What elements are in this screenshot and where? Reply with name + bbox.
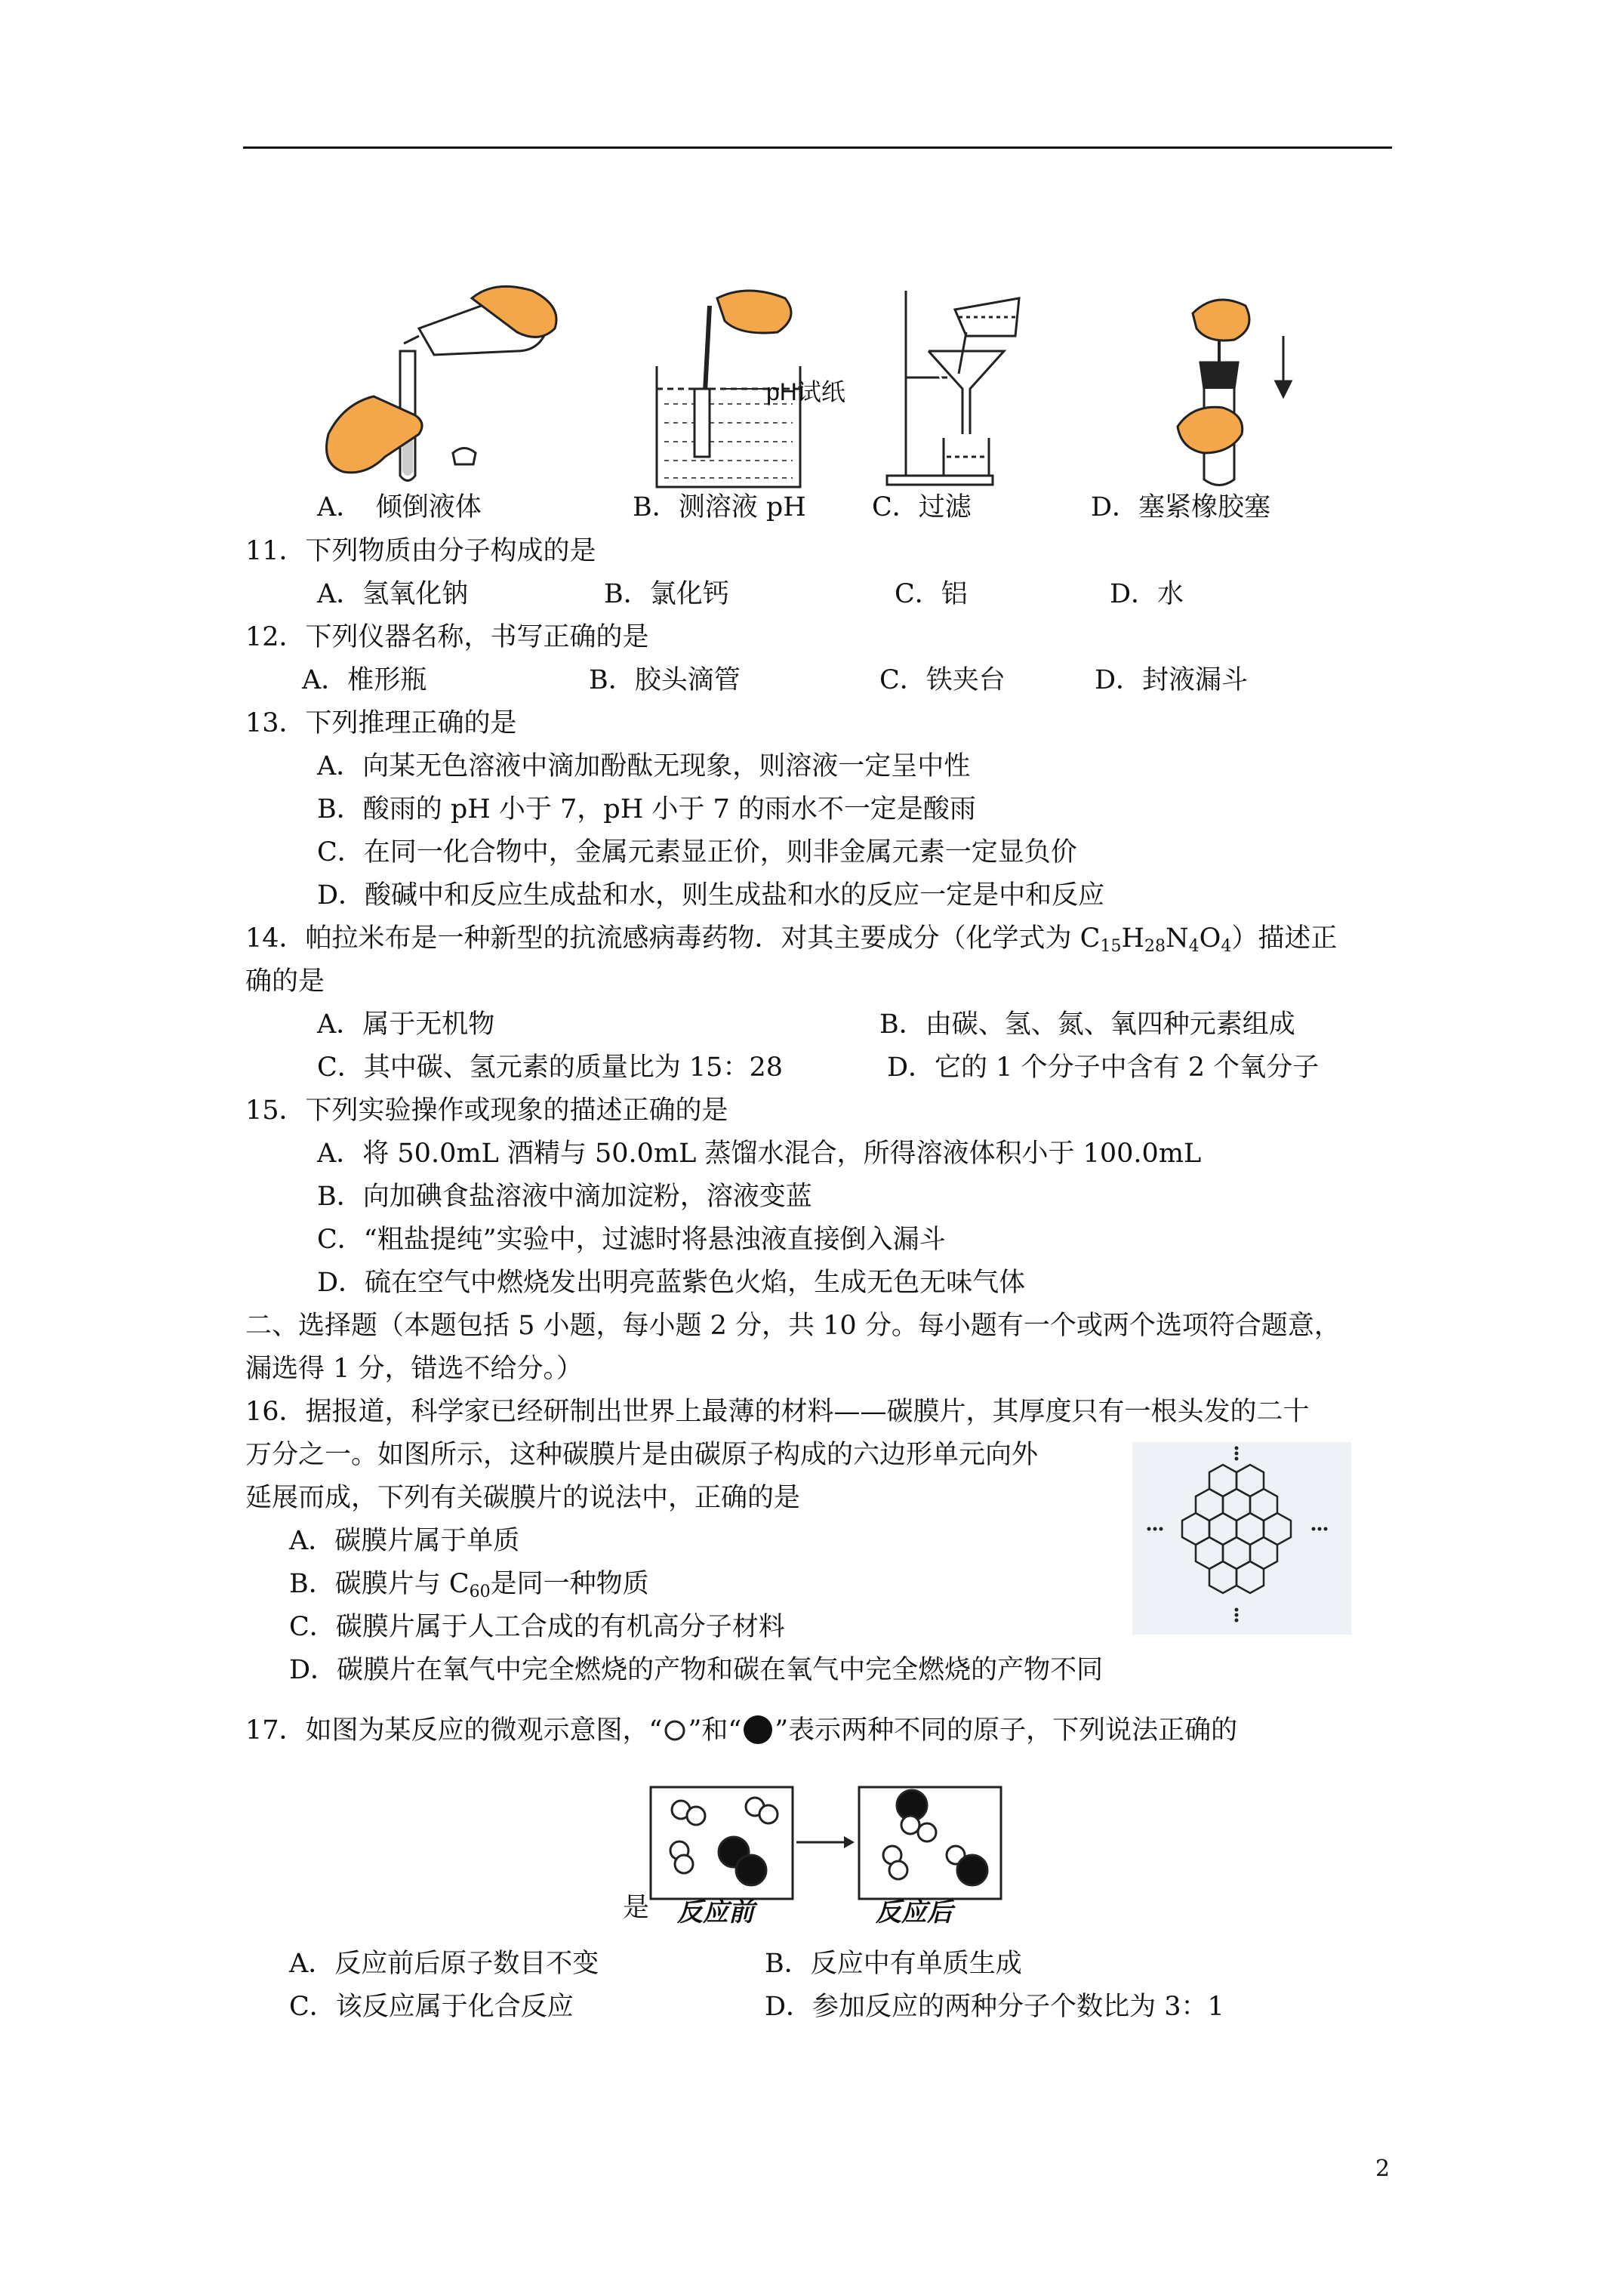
white-atom-icon xyxy=(662,1718,688,1743)
question-14-stem: 14．帕拉米布是一种新型的抗流感病毒药物．对其主要成分（化学式为 $C_{15}H_{28}N_4O_4$）描述正 xyxy=(245,923,1338,956)
question-13-stem: 13．下列推理正确的是 xyxy=(245,708,517,738)
q15-option-d: D．硫在空气中燃烧发出明亮蓝紫色火焰，生成无色无味气体 xyxy=(317,1268,1026,1298)
q14-option-a: A．属于无机物 xyxy=(317,1009,495,1040)
question-16-stem-line2: 万分之一。如图所示，这种碳膜片是由碳原子构成的六边形单元向外 xyxy=(245,1440,1039,1470)
question-14-stem-continued: 确的是 xyxy=(245,966,325,997)
q14-option-c: C．其中碳、氢元素的质量比为 15：28 xyxy=(317,1052,783,1083)
section-2-heading-continued: 漏选得 1 分，错选不给分。） xyxy=(245,1354,584,1384)
q14-option-b: B．由碳、氢、氮、氧四种元素组成 xyxy=(879,1009,1295,1040)
question-11-stem: 11．下列物质由分子构成的是 xyxy=(245,536,596,566)
q17-option-c: C．该反应属于化合反应 xyxy=(289,1992,574,2022)
q14-option-d: D．它的 1 个分子中含有 2 个氧分子 xyxy=(887,1052,1320,1083)
question-15-stem: 15．下列实验操作或现象的描述正确的是 xyxy=(245,1096,728,1126)
q15-option-c: C．“粗盐提纯”实验中，过滤时将悬浊液直接倒入漏斗 xyxy=(317,1225,946,1255)
carbon-film-hexagon-figure xyxy=(1132,1442,1351,1635)
question-12-stem: 12．下列仪器名称，书写正确的是 xyxy=(245,622,649,652)
q16-option-b: B．碳膜片与 $C_{60}$是同一种物质 xyxy=(289,1569,649,1601)
q15-option-b: B．向加碘食盐溶液中滴加淀粉，溶液变蓝 xyxy=(317,1182,812,1212)
q15-option-a: A．将 50.0mL 酒精与 50.0mL 蒸馏水混合，所得溶液体积小于 100.0mL xyxy=(317,1139,1202,1169)
q11-option-b: B．氯化钙 xyxy=(604,579,729,609)
label-pour-liquid: A． 倾倒液体 xyxy=(317,492,482,522)
before-molecules xyxy=(670,1798,778,1885)
q11-option-d: D．水 xyxy=(1110,579,1184,609)
section-2-heading: 二、选择题（本题包括 5 小题，每小题 2 分，共 10 分。每小题有一个或两个选项符合题意， xyxy=(245,1311,1341,1341)
q13-option-d: D．酸碱中和反应生成盐和水，则生成盐和水的反应一定是中和反应 xyxy=(317,880,1105,911)
label-stopper: D．塞紧橡胶塞 xyxy=(1091,492,1271,522)
q13-option-a: A．向某无色溶液中滴加酚酞无现象，则溶液一定呈中性 xyxy=(317,751,971,781)
q13-option-c: C．在同一化合物中，金属元素显正价，则非金属元素一定显负价 xyxy=(317,837,1077,868)
reaction-micro-diagram xyxy=(649,1786,1004,1900)
question-16-stem: 16．据报道，科学家已经研制出世界上最薄的材料——碳膜片，其厚度只有一根头发的二十 xyxy=(245,1397,1310,1427)
header-rule xyxy=(243,146,1392,149)
question-17-stem: 17．如图为某反应的微观示意图，“ ”和“ ”表示两种不同的原子，下列说法正确的 xyxy=(245,1715,1238,1746)
q17-option-b: B．反应中有单质生成 xyxy=(765,1949,1022,1979)
q11-option-a: A．氢氧化钠 xyxy=(317,579,469,609)
page-number: 2 xyxy=(1375,2156,1390,2182)
rubber-stopper-illustration xyxy=(1178,300,1291,485)
filtration-illustration xyxy=(887,291,1019,485)
q17-option-d: D．参加反应的两种分子个数比为 3：1 xyxy=(765,1992,1224,2022)
q12-option-a: A．椎形瓶 xyxy=(302,665,427,695)
question-17-stem-continued: 是 xyxy=(623,1893,650,1923)
after-reaction-label: 反应后 xyxy=(876,1897,953,1928)
q16-option-c: C．碳膜片属于人工合成的有机高分子材料 xyxy=(289,1612,785,1642)
q16-option-a: A．碳膜片属于单质 xyxy=(289,1526,520,1556)
q11-option-c: C．铝 xyxy=(895,579,968,609)
black-atom-icon xyxy=(741,1715,775,1745)
label-filtration: C．过滤 xyxy=(872,492,972,522)
q13-option-b: B．酸雨的 pH 小于 7，pH 小于 7 的雨水不一定是酸雨 xyxy=(317,794,976,824)
ph-paper-label: pH试纸 xyxy=(766,378,845,405)
q17-option-a: A．反应前后原子数目不变 xyxy=(289,1949,599,1979)
label-ph-test: B．测溶液 pH xyxy=(633,492,806,522)
q12-option-b: B．胶头滴管 xyxy=(589,665,741,695)
arrow-icon xyxy=(844,1836,855,1848)
pouring-liquid-illustration xyxy=(327,286,557,480)
q12-option-d: D．封液漏斗 xyxy=(1095,665,1249,695)
q12-option-c: C．铁夹台 xyxy=(879,665,1006,695)
before-reaction-label: 反应前 xyxy=(677,1897,754,1928)
lab-operations-figure xyxy=(313,283,1332,491)
q16-option-d: D．碳膜片在氧气中完全燃烧的产物和碳在氧气中完全燃烧的产物不同 xyxy=(289,1655,1104,1685)
after-molecules xyxy=(883,1790,987,1885)
question-16-stem-line3: 延展而成，下列有关碳膜片的说法中，正确的是 xyxy=(245,1483,801,1513)
